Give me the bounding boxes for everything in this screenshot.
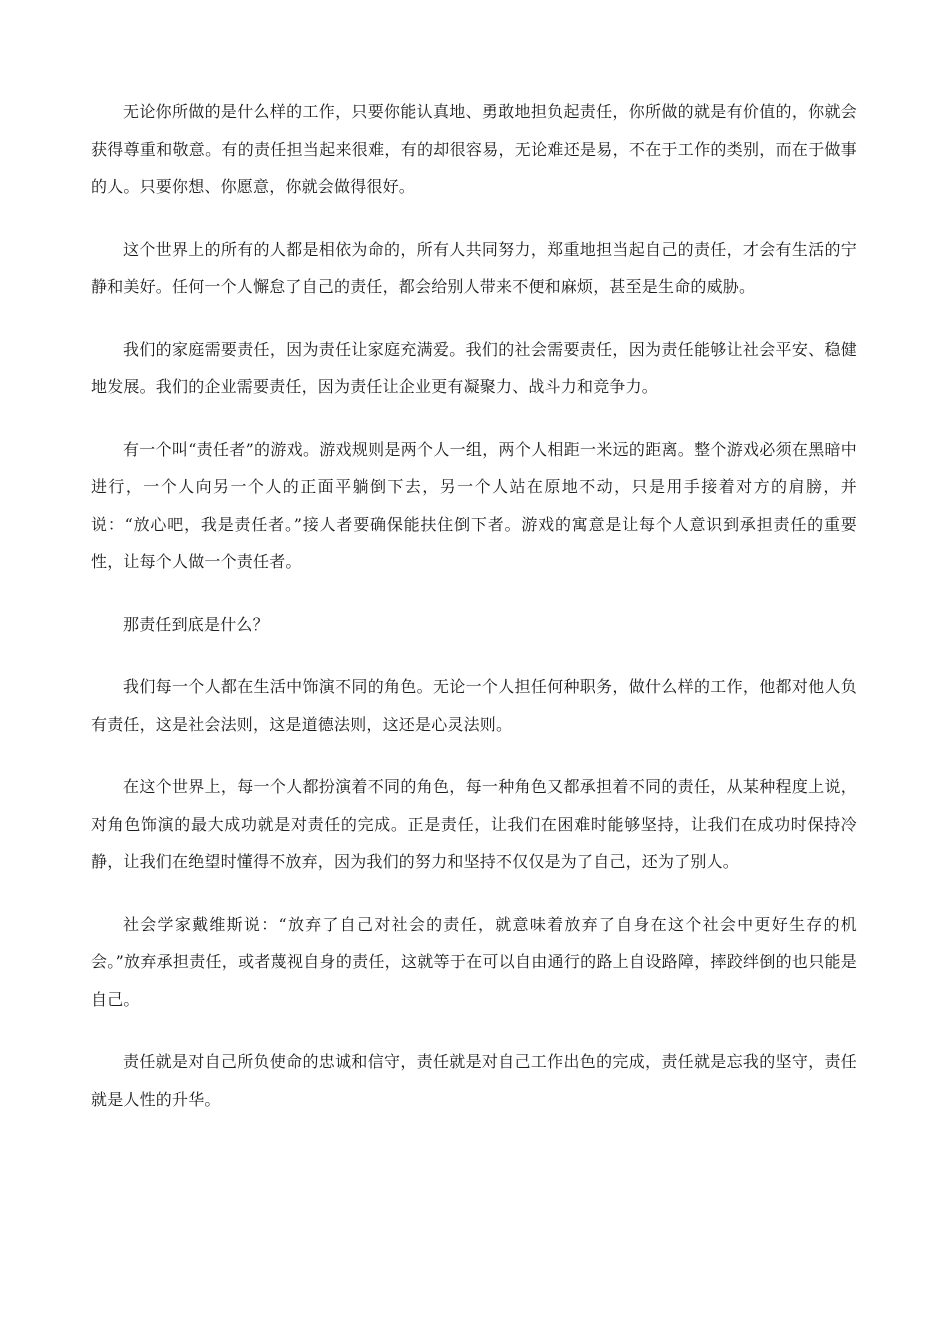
- paragraph: 有一个叫“责任者”的游戏。游戏规则是两个人一组，两个人相距一米远的距离。整个游戏必须在黑暗中进行，一个人向另一个人的正面平躺倒下去，另一个人站在原地不动，只是用手接着对方的肩膀，并说：“放心吧，我是责任者。”接人者要确保能扶住倒下者。游戏的寓意是让每个人意识到承担责任的重要性，让每个人做一个责任者。: [91, 439, 857, 571]
- paragraph: 这个世界上的所有的人都是相依为命的，所有人共同努力，郑重地担当起自己的责任，才会有生活的宁静和美好。任何一个人懈怠了自己的责任，都会给别人带来不便和麻烦，甚至是生命的威胁。: [91, 239, 857, 296]
- paragraph: 在这个世界上，每一个人都扮演着不同的角色，每一种角色又都承担着不同的责任，从某种程度上说，对角色饰演的最大成功就是对责任的完成。正是责任，让我们在困难时能够坚持，让我们在成功时保持冷静，让我们在绝望时懂得不放弃，因为我们的努力和坚持不仅仅是为了自己，还为了别人。: [91, 777, 857, 871]
- document-body: [91, 93, 857, 1143]
- paragraph: 我们每一个人都在生活中饰演不同的角色。无论一个人担任何种职务，做什么样的工作，他都对他人负有责任，这是社会法则，这是道德法则，这还是心灵法则。: [91, 677, 857, 734]
- paragraph: 无论你所做的是什么样的工作，只要你能认真地、勇敢地担负起责任，你所做的就是有价值的，你就会获得尊重和敬意。有的责任担当起来很难，有的却很容易，无论难还是易，不在于工作的类别，而在于做事的人。只要你想、你愿意，你就会做得很好。: [91, 102, 857, 196]
- paragraph: 社会学家戴维斯说：“放弃了自己对社会的责任，就意味着放弃了自身在这个社会中更好生存的机会。”放弃承担责任，或者蔑视自身的责任，这就等于在可以自由通行的路上自设路障，摔跤绊倒的也只能是自己。: [91, 914, 857, 1009]
- paragraph: 我们的家庭需要责任，因为责任让家庭充满爱。我们的社会需要责任，因为责任能够让社会平安、稳健地发展。我们的企业需要责任，因为责任让企业更有凝聚力、战斗力和竞争力。: [91, 339, 857, 396]
- paragraph: 那责任到底是什么？: [123, 614, 269, 634]
- paragraph: 责任就是对自己所负使命的忠诚和信守，责任就是对自己工作出色的完成，责任就是忘我的坚守，责任就是人性的升华。: [91, 1052, 857, 1109]
